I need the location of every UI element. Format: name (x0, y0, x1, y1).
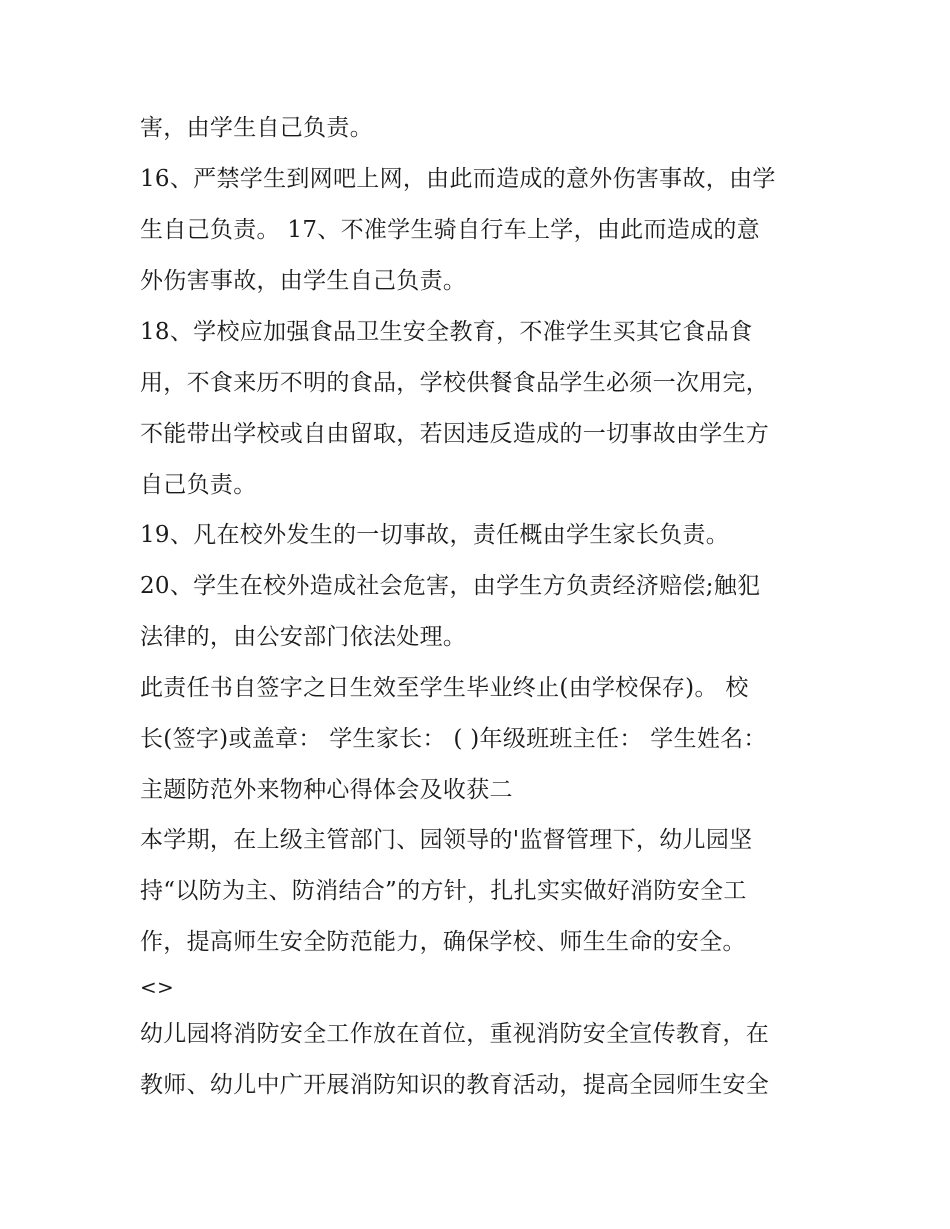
text-line: 持“以防为主、防消结合”的方针，扎扎实实做好消防安全工 (140, 878, 747, 904)
text-line: 18、学校应加强食品卫生安全教育，不准学生买其它食品食 (140, 319, 753, 345)
text-line: 19、凡在校外发生的一切事故，责任概由学生家长负责。 (140, 522, 730, 548)
text-line: 害，由学生自己负责。 (140, 115, 373, 141)
text-line: 不能带出学校或自由留取，若因违反造成的一切事故由学生方 (140, 421, 770, 447)
text-line: 作，提高师生安全防范能力，确保学校、师生生命的安全。 (140, 929, 746, 955)
text-line: 幼儿园将消防安全工作放在首位，重视消防安全宣传教育，在 (140, 1021, 770, 1047)
text-line: 20、学生在校外造成社会危害，由学生方负责经济赔偿;触犯 (140, 573, 761, 599)
text-line: 此责任书自签字之日生效至学生毕业终止(由学校保存)。 校 (140, 675, 749, 701)
text-line: 法律的，由公安部门依法处理。 (140, 624, 467, 650)
text-line: 教师、幼儿中广开展消防知识的教育活动，提高全园师生安全 (140, 1072, 770, 1098)
text-line: 16、严禁学生到网吧上网，由此而造成的意外伤害事故，由学 (140, 166, 776, 192)
text-line: 外伤害事故，由学生自己负责。 (140, 268, 467, 294)
text-line: <> (140, 975, 175, 999)
text-line: 自己负责。 (140, 472, 257, 498)
text-line: 生自己负责。 17、不准学生骑自行车上学，由此而造成的意 (140, 217, 760, 243)
text-line: 用，不食来历不明的食品，学校供餐食品学生必须一次用完， (140, 370, 770, 396)
section-heading: 主题防范外来物种心得体会及收获二 (140, 777, 513, 803)
text-line: 长(签字)或盖章： 学生家长： ( )年级班班主任： 学生姓名： (140, 726, 767, 752)
text-line: 本学期，在上级主管部门、园领导的'监督管理下，幼儿园坚 (140, 827, 753, 853)
